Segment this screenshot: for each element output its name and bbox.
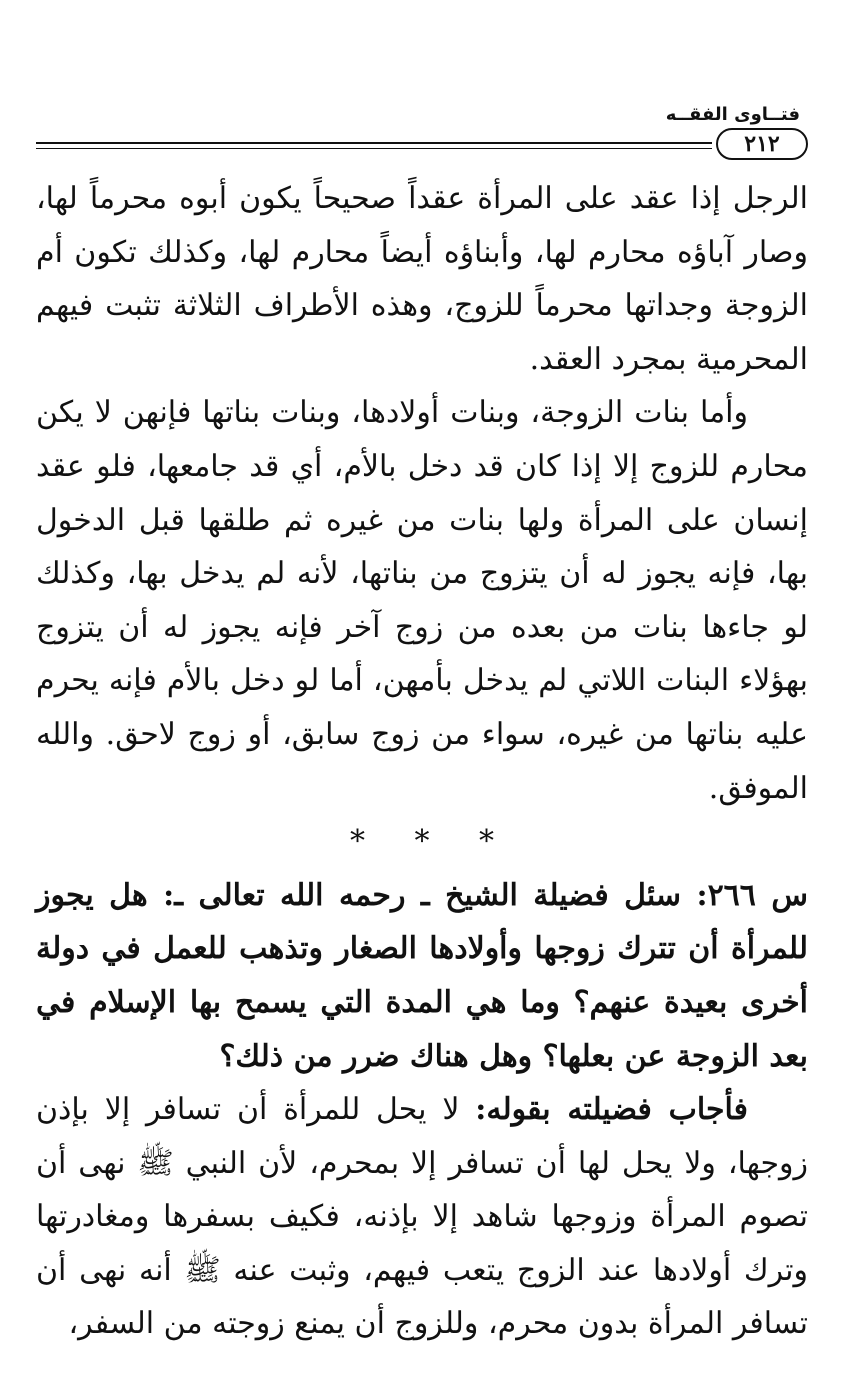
header-rule [36, 142, 712, 149]
paragraph-2: وأما بنات الزوجة، وبنات أولادها، وبنات بناتها فإنهن لا يكن محارم للزوج إلا إذا كان قد دخل بالأم، أي قد جامعها، فلو عقد إنسان على المرأة ولها بنات من غيره ثم طلقها قبل الدخول بها، فإنه يجوز له أن يتزوج من بناتها، لأنه لم يدخل بها، وكذلك لو جاءها بنات من بعده من زوج آخر فإنه يجوز له أن يتزوج بهؤلاء البنات اللاتي لم يدخل بأمهن، أما لو دخل بالأم فإنه يحرم عليه بناتها من غيره، سواء من زوج سابق، أو زوج لاحق. والله الموفق. [36, 395, 808, 806]
separator-star: * [349, 824, 365, 860]
page-number: ٢١٢ [716, 128, 808, 160]
page-header [36, 100, 808, 160]
answer-text: لا يحل للمرأة أن تسافر إلا بإذن زوجها، ولا يحل لها أن تسافر إلا بمحرم، لأن النبي ﷺ نهى أن تصوم المرأة وزوجها شاهد إلا بإذنه، فكيف بسفرها ومغادرتها وترك أولادها عند الزوج يتعب فيهم، وثبت عنه ﷺ أنه نهى أن تسافر المرأة بدون محرم، وللزوج أن يمنع زوجته من السفر، [36, 1092, 808, 1342]
answer-paragraph [36, 1083, 808, 1351]
question-paragraph: س ٢٦٦: سئل فضيلة الشيخ ـ رحمه الله تعالى ـ: هل يجوز للمرأة أن تترك زوجها وأولادها الصغار وتذهب للعمل في دولة أخرى بعيدة عنهم؟ وما هي المدة التي يسمح بها الإسلام في بعد الزوجة عن بعلها؟ وهل هناك ضرر من ذلك؟ [36, 877, 808, 1074]
answer-lead: فأجاب فضيلته بقوله: [475, 1092, 748, 1128]
separator-star: * [414, 824, 430, 860]
paragraph-1: الرجل إذا عقد على المرأة عقداً صحيحاً يكون أبوه محرماً لها، وصار آباؤه محارم لها، وأبناؤه أيضاً محارم لها، وكذلك تكون أم الزوجة وجداتها محرماً للزوج، وهذه الأطراف الثلاثة تثبت فيهم المحرمية بمجرد العقد. [36, 181, 808, 377]
running-title: فتــاوى الفقــه [665, 104, 800, 125]
page-body [36, 172, 808, 1352]
separator-star: * [479, 824, 495, 860]
section-separator [36, 815, 808, 869]
